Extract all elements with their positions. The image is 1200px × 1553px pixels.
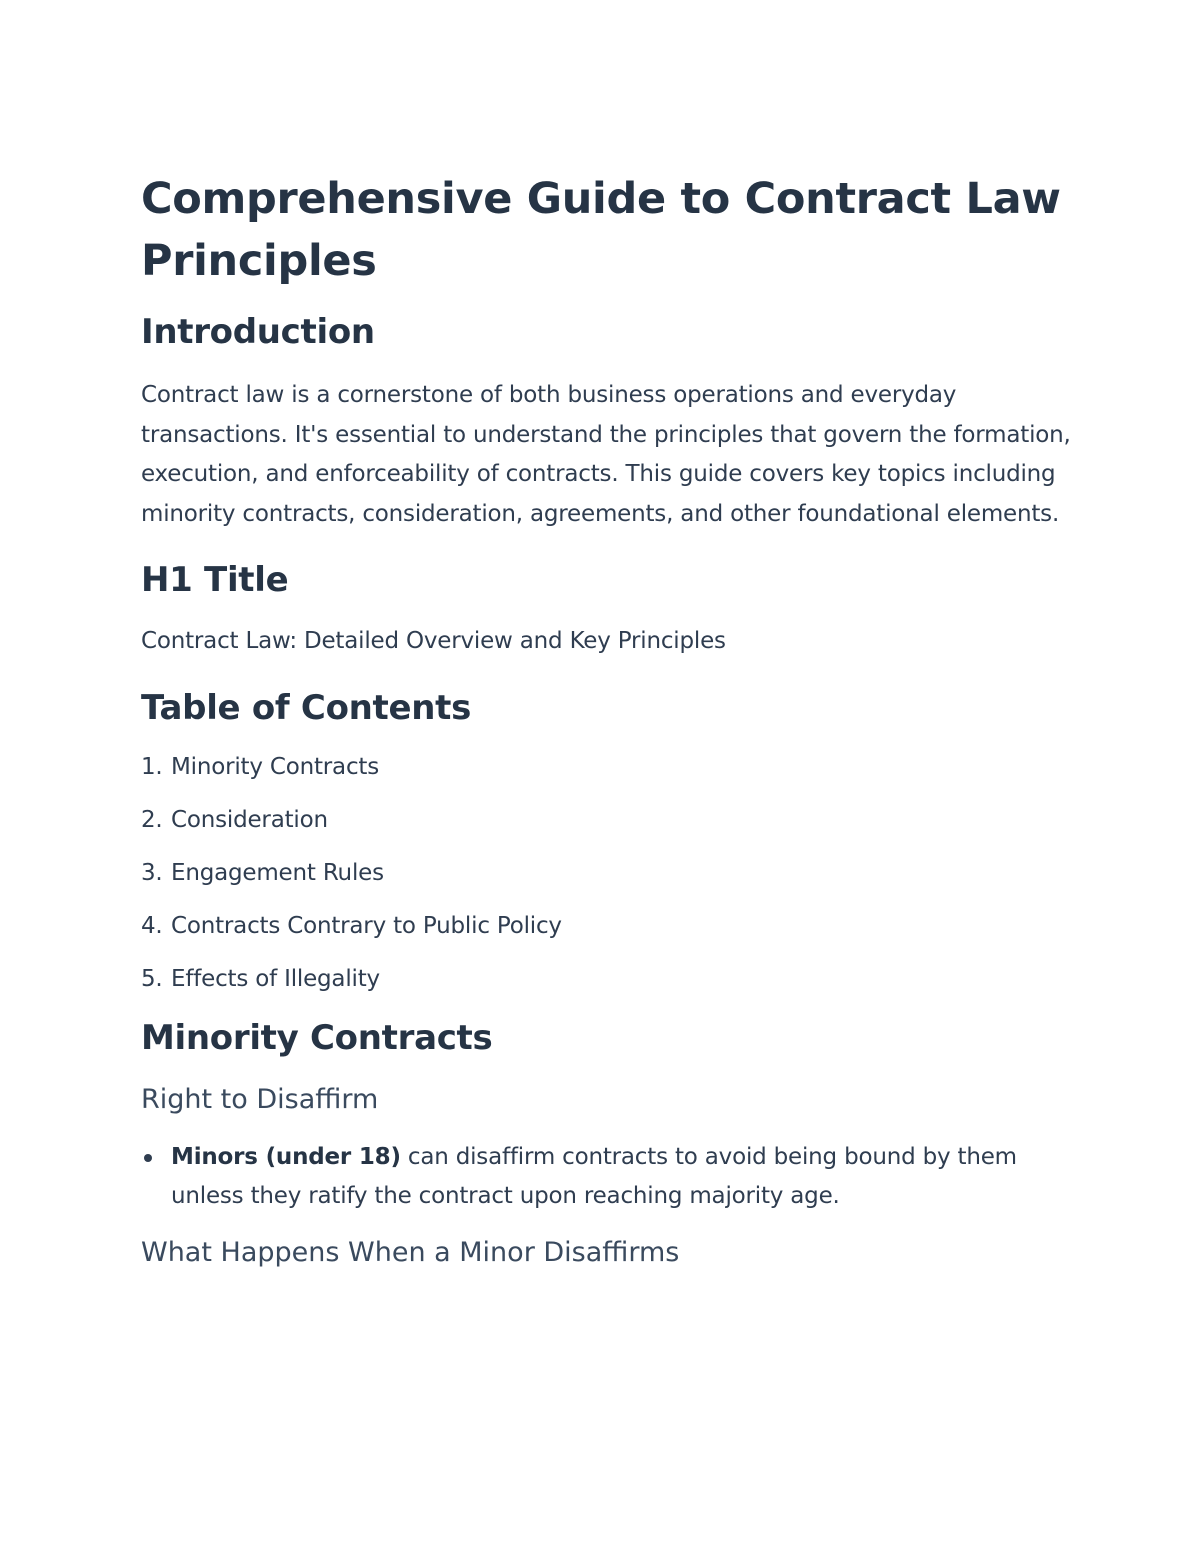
toc-item-label: Contracts Contrary to Public Policy	[171, 912, 562, 939]
toc-item-number: 4.	[141, 912, 163, 939]
disaffirm-bullet-list	[141, 1138, 1071, 1217]
table-of-contents	[141, 752, 1071, 1017]
toc-item-label: Minority Contracts	[171, 753, 379, 780]
toc-item-number: 2.	[141, 806, 163, 833]
toc-item-number: 1.	[141, 753, 163, 780]
bullet-text: can disaffirm contracts to avoid being bound by them unless they ratify the contract upon reaching majority age.	[171, 1143, 1017, 1209]
bullet-icon	[144, 1154, 152, 1162]
h1-title-heading: H1 Title	[141, 560, 289, 600]
minority-contracts-heading: Minority Contracts	[141, 1017, 493, 1058]
toc-item-number: 3.	[141, 859, 163, 886]
bullet-bold-text: Minors (under 18)	[171, 1143, 401, 1170]
minor-disaffirms-heading: What Happens When a Minor Disaffirms	[141, 1236, 680, 1268]
introduction-text: Contract law is a cornerstone of both business operations and everyday transactions. It's essential to understand the principles that govern the formation, execution, and enforceability of contracts. This guide covers key topics including minority contracts, consideration, agreements, and other foundational elements.	[141, 382, 1071, 527]
toc-item-engagement-rules	[141, 858, 1071, 911]
introduction-heading: Introduction	[141, 312, 375, 352]
toc-item-public-policy	[141, 911, 1071, 964]
document-page	[141, 168, 1071, 1271]
right-to-disaffirm-heading: Right to Disaffirm	[141, 1083, 379, 1115]
h1-title-text: Contract Law: Detailed Overview and Key Principles	[141, 628, 726, 654]
toc-item-label: Consideration	[171, 806, 328, 833]
toc-item-minority-contracts	[141, 752, 1071, 805]
document-title: Comprehensive Guide to Contract Law Principles	[141, 174, 1061, 286]
list-item	[141, 1138, 1071, 1217]
toc-item-label: Effects of Illegality	[171, 965, 380, 992]
toc-heading: Table of Contents	[141, 687, 472, 728]
toc-item-label: Engagement Rules	[171, 859, 384, 886]
toc-item-number: 5.	[141, 965, 163, 992]
toc-item-consideration	[141, 805, 1071, 858]
toc-item-illegality	[141, 964, 1071, 1017]
